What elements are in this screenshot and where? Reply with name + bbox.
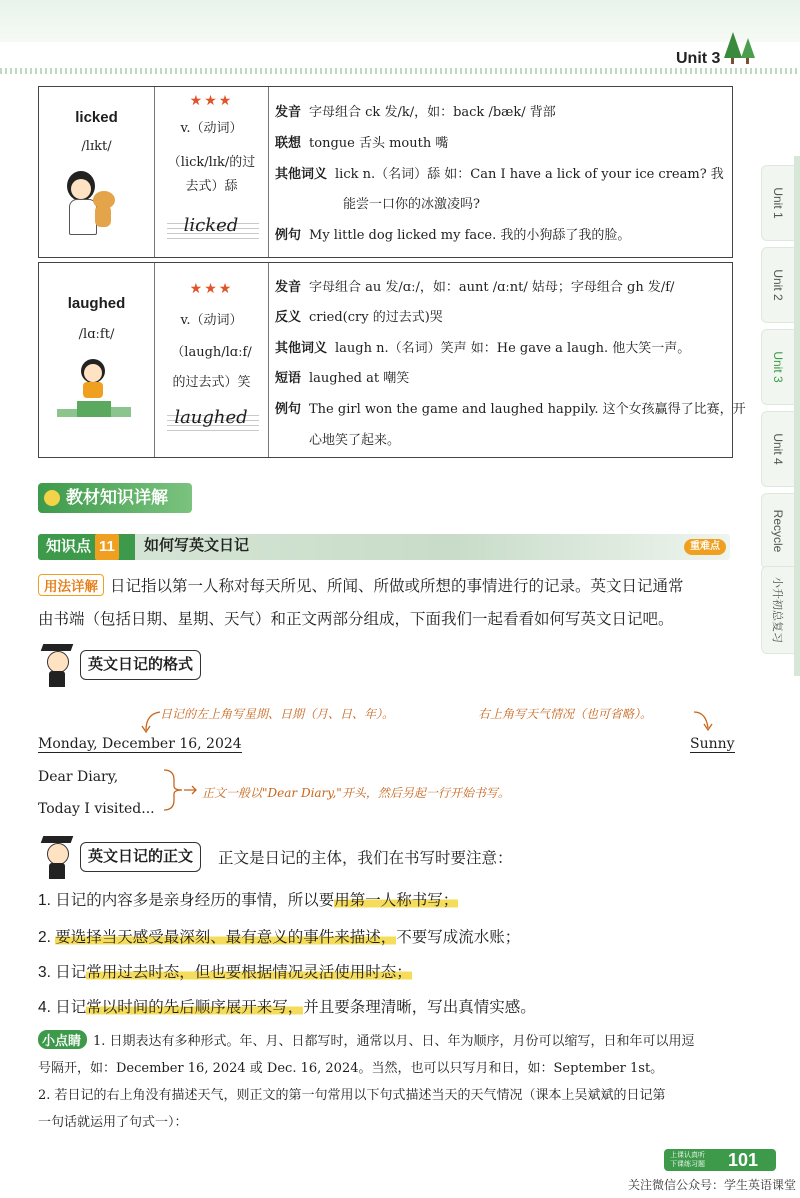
difficulty-stars: ★★★: [189, 93, 234, 109]
note-body: 正文一般以"Dear Diary,"开头，然后另起一行开始书写。: [202, 786, 510, 800]
rule-item-2: 2. 要选择当天感受最深刻、最有意义的事件来描述，不要写成流水账；: [38, 929, 521, 946]
header-rule: [0, 68, 800, 74]
pos-line: 的过去式）笑: [172, 375, 251, 390]
vocab-word: laughed: [67, 295, 126, 312]
tab-unit-3[interactable]: Unit 3: [761, 329, 794, 405]
detail-row: 其他词义 lick n.（名词）舔 如：Can I have a lick of your ice cream? 我: [275, 166, 724, 182]
arrow-icon: [690, 706, 718, 732]
pos-line: 去式）舔: [185, 179, 238, 194]
knowledge-point-bar: [38, 534, 730, 560]
detail-row: 例句 The girl won the game and laughed happily. 这个女孩赢得了比赛，开: [275, 401, 746, 417]
star-badge-icon: [44, 490, 60, 506]
detail-column: [269, 87, 732, 257]
diary-weather: Sunny: [690, 736, 735, 752]
pos-column: [155, 87, 269, 257]
detail-row: 发音 字母组合 au 发/ɑː/，如：aunt /ɑːnt/ 姑母；字母组合 gh 发/f/: [275, 279, 675, 295]
arrow-icon: [140, 708, 164, 734]
teacher-icon: [40, 836, 74, 880]
detail-row: 发音 字母组合 ck 发/k/，如：back /bæk/ 背部: [275, 104, 556, 120]
pos-column: [155, 263, 269, 457]
usage-line: 由书端（包括日期、星期、天气）和正文两部分组成，下面我们一起看看如何写英文日记吧。: [38, 610, 674, 628]
format-heading: 英文日记的格式: [80, 650, 201, 680]
pos-line: v.（动词）: [180, 121, 243, 136]
handwriting-sample: laughed: [174, 407, 248, 428]
vocab-card-laughed: [38, 262, 746, 458]
detail-row: 其他词义 laugh n.（名词）笑声 如：He gave a laugh. 他大笑一声。: [275, 340, 691, 356]
note-right: 右上角写天气情况（也可省略）。: [478, 707, 653, 721]
pos-line: v.（动词）: [180, 313, 243, 328]
tip-block: [38, 1028, 738, 1136]
handwriting-sample: licked: [183, 215, 239, 236]
detail-row: 反义 cried(cry 的过去式)哭: [275, 309, 443, 325]
rule-item-3: 3. 日记常用过去时态，但也要根据情况灵活使用时态；: [38, 964, 412, 981]
phonetic: /lɪkt/: [81, 139, 112, 154]
detail-row: 联想 tongue 舌头 mouth 嘴: [275, 135, 449, 151]
teacher-icon: [40, 644, 74, 688]
diary-date: Monday, December 16, 2024: [38, 736, 242, 752]
difficulty-badge: 重难点: [684, 539, 726, 555]
phonetic: /lɑːft/: [78, 327, 115, 342]
word-column: [39, 87, 155, 257]
vocab-card-licked: [38, 86, 733, 258]
detail-column: [269, 263, 746, 457]
body-heading: 英文日记的正文: [80, 842, 201, 872]
diary-start: Today I visited...: [38, 801, 155, 817]
tip-line: 2. 若日记的右上角没有描述天气，则正文的第一句常用以下句式描述当天的天气情况（课本上吴斌斌的日记第: [38, 1088, 666, 1103]
diary-greeting: Dear Diary,: [38, 769, 119, 785]
pos-line: （lick/lɪk/的过: [167, 155, 256, 170]
tab-review[interactable]: 小升初总复习: [761, 566, 794, 654]
vocab-word: licked: [75, 109, 118, 126]
detail-row: 短语 laughed at 嘲笑: [275, 370, 410, 386]
tab-unit-4[interactable]: Unit 4: [761, 411, 794, 487]
body-intro: 正文是日记的主体，我们在书写时要注意：: [218, 850, 513, 867]
usage-paragraph: [38, 570, 730, 636]
word-column: [39, 263, 155, 457]
footer-text: 关注微信公众号：学生英语课堂: [627, 1178, 796, 1192]
tip-line: 一句话就运用了句式一）：: [38, 1115, 188, 1130]
tab-recycle[interactable]: Recycle: [761, 493, 794, 569]
tab-unit-1[interactable]: Unit 1: [761, 165, 794, 241]
difficulty-stars: ★★★: [189, 281, 234, 297]
page-number: 101: [727, 1150, 758, 1170]
note-left: 日记的左上角写星期、日期（月、日、年）。: [160, 707, 395, 721]
pos-line: （laugh/lɑːf/: [171, 345, 252, 360]
rule-item-4: 4. 日记常以时间的先后顺序展开来写，并且要条理清晰，写出真情实感。: [38, 999, 536, 1016]
tip-line: 小点睛 1. 日期表达有多种形式。年、月、日都写时，通常以月、日、年为顺序，月份可以缩写，日和年可以用逗: [38, 1028, 738, 1055]
detail-row: 心地笑了起来。: [309, 433, 401, 448]
tip-line: 号隔开，如：December 16, 2024 或 Dec. 16, 2024。当然，也可以只写月和日，如：September 1st。: [38, 1061, 664, 1076]
brace-icon: [160, 768, 200, 812]
section-banner: 教材知识详解: [38, 483, 192, 513]
page-number-badge: 上课认真听 下课练习题 101: [664, 1149, 776, 1171]
usage-line: 用法详解 日记指以第一人称对每天所见、所闻、所做或所想的事情进行的记录。英文日记通常: [38, 570, 730, 603]
knowledge-point-title: 如何写英文日记: [144, 537, 250, 554]
unit-title: Unit 3: [676, 50, 721, 67]
side-stripe: [794, 156, 800, 676]
usage-tag: 用法详解: [38, 574, 104, 596]
top-band: [0, 0, 800, 42]
rule-item-1: 1. 日记的内容多是亲身经历的事情，所以要用第一人称书写；: [38, 892, 459, 909]
detail-row: 能尝一口你的冰激凌吗?: [343, 197, 480, 212]
tab-unit-2[interactable]: Unit 2: [761, 247, 794, 323]
detail-row: 例句 My little dog licked my face. 我的小狗舔了我的脸。: [275, 227, 631, 243]
knowledge-point-label: 知识点 11: [38, 534, 135, 560]
tip-badge: 小点睛: [38, 1030, 87, 1049]
